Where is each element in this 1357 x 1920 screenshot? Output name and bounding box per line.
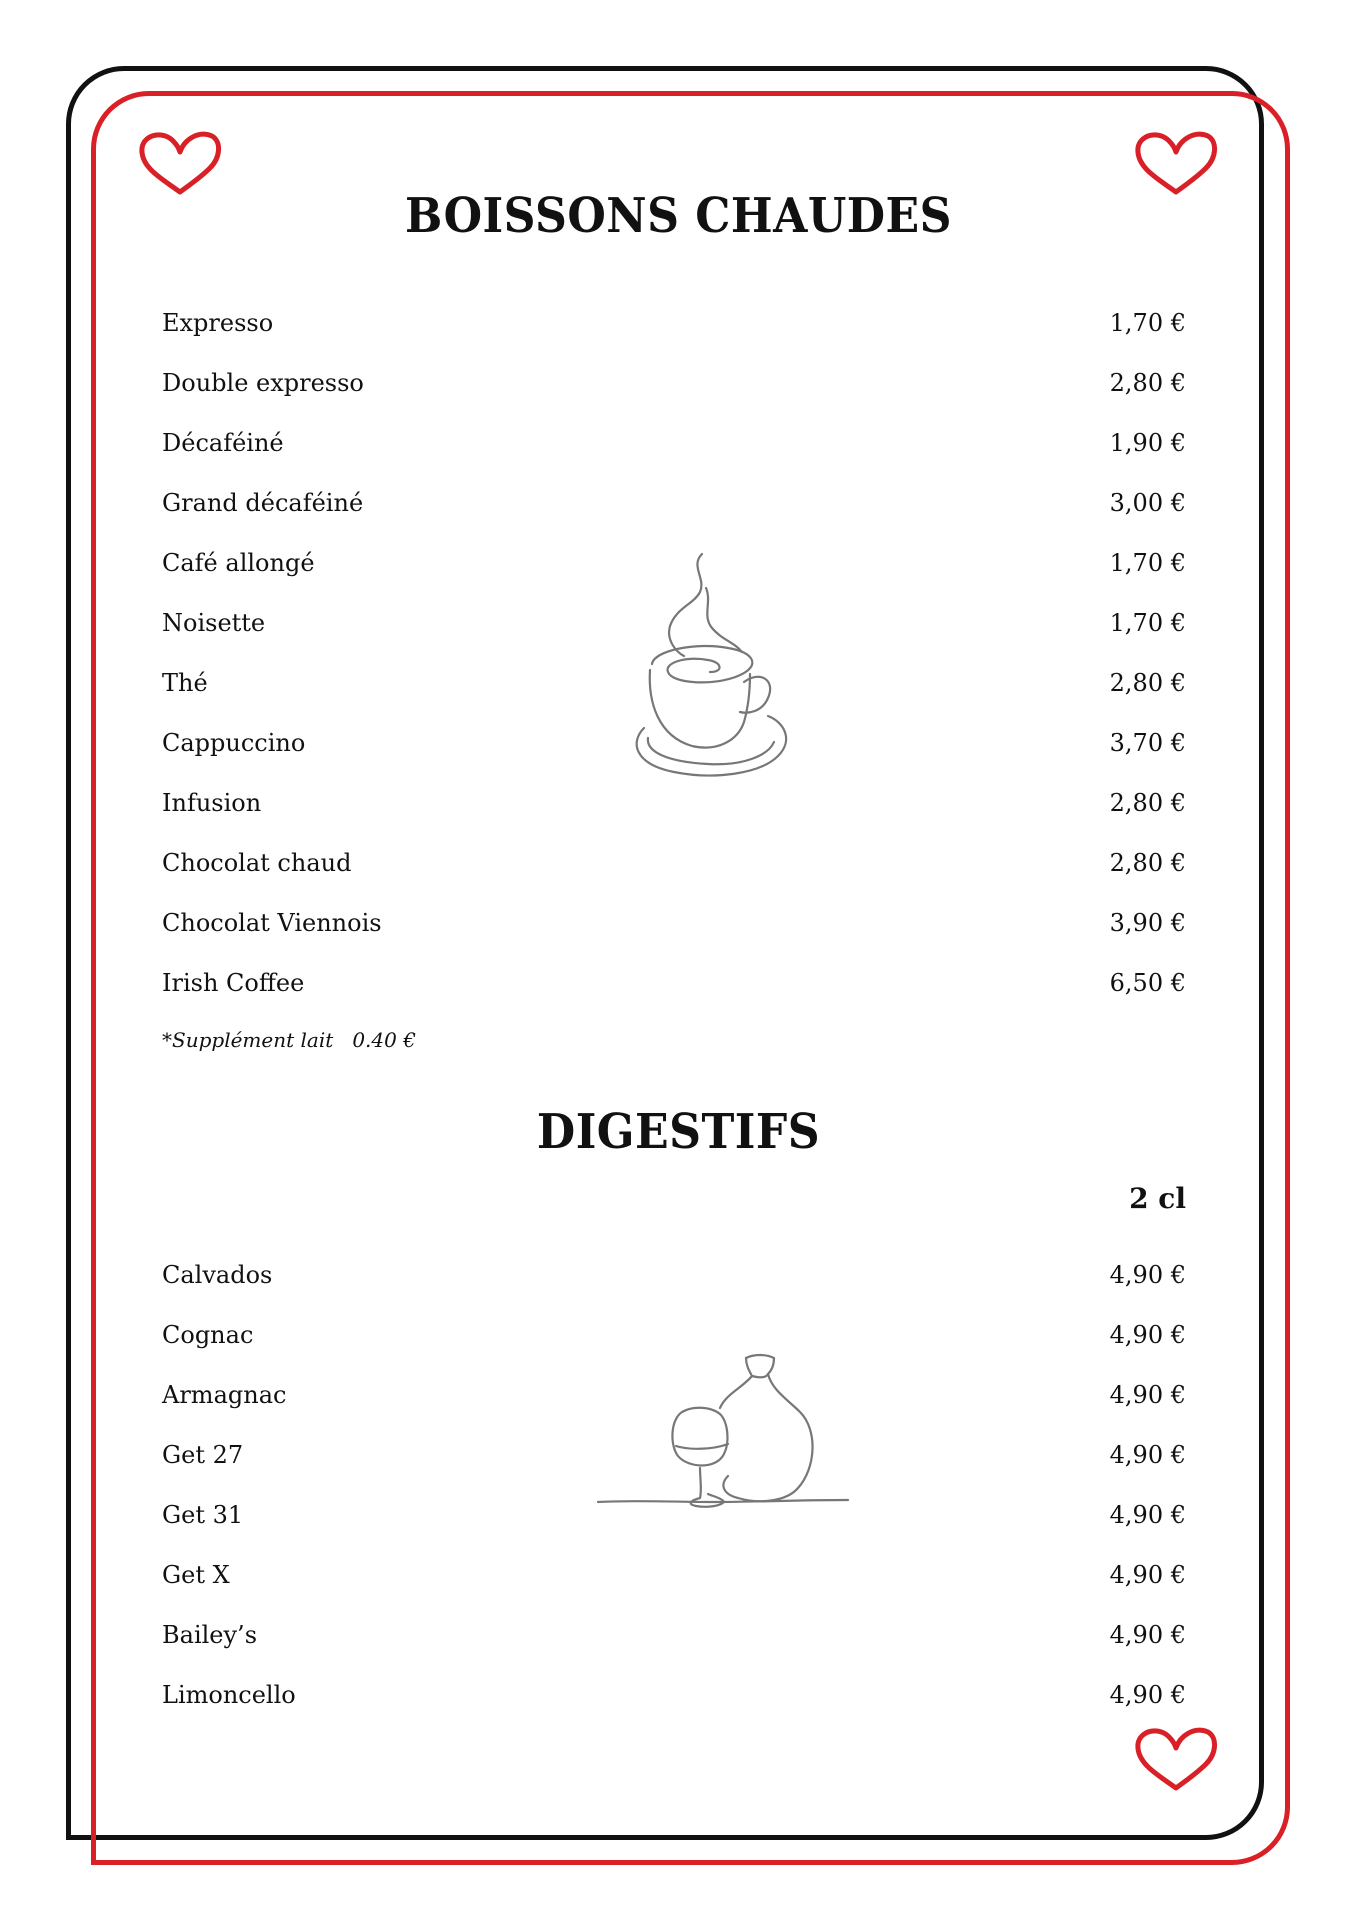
menu-item-row [162,773,1186,833]
menu-item-price: 2,80 € [1109,849,1186,877]
menu-item-name: Get 31 [162,1501,244,1529]
menu-item-name: Noisette [162,609,266,637]
menu-item-name: Cappuccino [162,729,306,757]
menu-item-row [162,293,1186,353]
serving-size-label: 2 cl [1129,1182,1186,1215]
menu-item-price: 4,90 € [1109,1621,1186,1649]
menu-item-price: 2,80 € [1109,369,1186,397]
menu-item-row [162,1605,1186,1665]
menu-item-row [162,1245,1186,1305]
menu-item-name: Cognac [162,1321,254,1349]
heart-icon [1130,1724,1222,1794]
menu-item-name: Café allongé [162,549,315,577]
menu-item-row [162,953,1186,1013]
menu-item-row [162,893,1186,953]
menu-item-price: 1,70 € [1109,609,1186,637]
menu-item-price: 3,70 € [1109,729,1186,757]
menu-item-name: Décaféiné [162,429,284,457]
menu-item-price: 4,90 € [1109,1381,1186,1409]
menu-item-name: Grand décaféiné [162,489,364,517]
menu-item-name: Chocolat chaud [162,849,352,877]
section-title-digestifs: DIGESTIFS [536,1104,821,1160]
menu-item-price: 4,90 € [1109,1441,1186,1469]
menu-item-price: 3,00 € [1109,489,1186,517]
digestif-glass-carafe-icon [596,1350,852,1520]
menu-item-price: 1,90 € [1109,429,1186,457]
menu-item-name: Infusion [162,789,262,817]
menu-item-name: Calvados [162,1261,273,1289]
menu-item-name: Thé [162,669,208,697]
menu-item-row [162,413,1186,473]
menu-item-row [162,353,1186,413]
menu-item-price: 4,90 € [1109,1681,1186,1709]
menu-item-price: 3,90 € [1109,909,1186,937]
menu-item-price: 4,90 € [1109,1501,1186,1529]
menu-item-name: Irish Coffee [162,969,305,997]
section-title-hot-drinks: BOISSONS CHAUDES [404,188,953,244]
menu-item-price: 1,70 € [1109,309,1186,337]
menu-item-name: Armagnac [162,1381,287,1409]
coffee-cup-icon [628,552,798,782]
menu-item-name: Double expresso [162,369,364,397]
menu-item-price: 4,90 € [1109,1561,1186,1589]
menu-item-price: 6,50 € [1109,969,1186,997]
menu-item-row [162,1545,1186,1605]
menu-item-price: 4,90 € [1109,1261,1186,1289]
menu-item-price: 2,80 € [1109,789,1186,817]
menu-item-price: 4,90 € [1109,1321,1186,1349]
menu-item-name: Limoncello [162,1681,296,1709]
menu-item-row [162,833,1186,893]
menu-item-name: Expresso [162,309,274,337]
menu-item-price: 2,80 € [1109,669,1186,697]
milk-supplement-note: *Supplément lait 0.40 € [162,1028,416,1052]
menu-item-name: Bailey’s [162,1621,258,1649]
menu-item-row [162,473,1186,533]
menu-item-name: Get X [162,1561,230,1589]
menu-item-name: Get 27 [162,1441,244,1469]
menu-item-price: 1,70 € [1109,549,1186,577]
menu-item-name: Chocolat Viennois [162,909,382,937]
menu-item-row [162,1665,1186,1725]
